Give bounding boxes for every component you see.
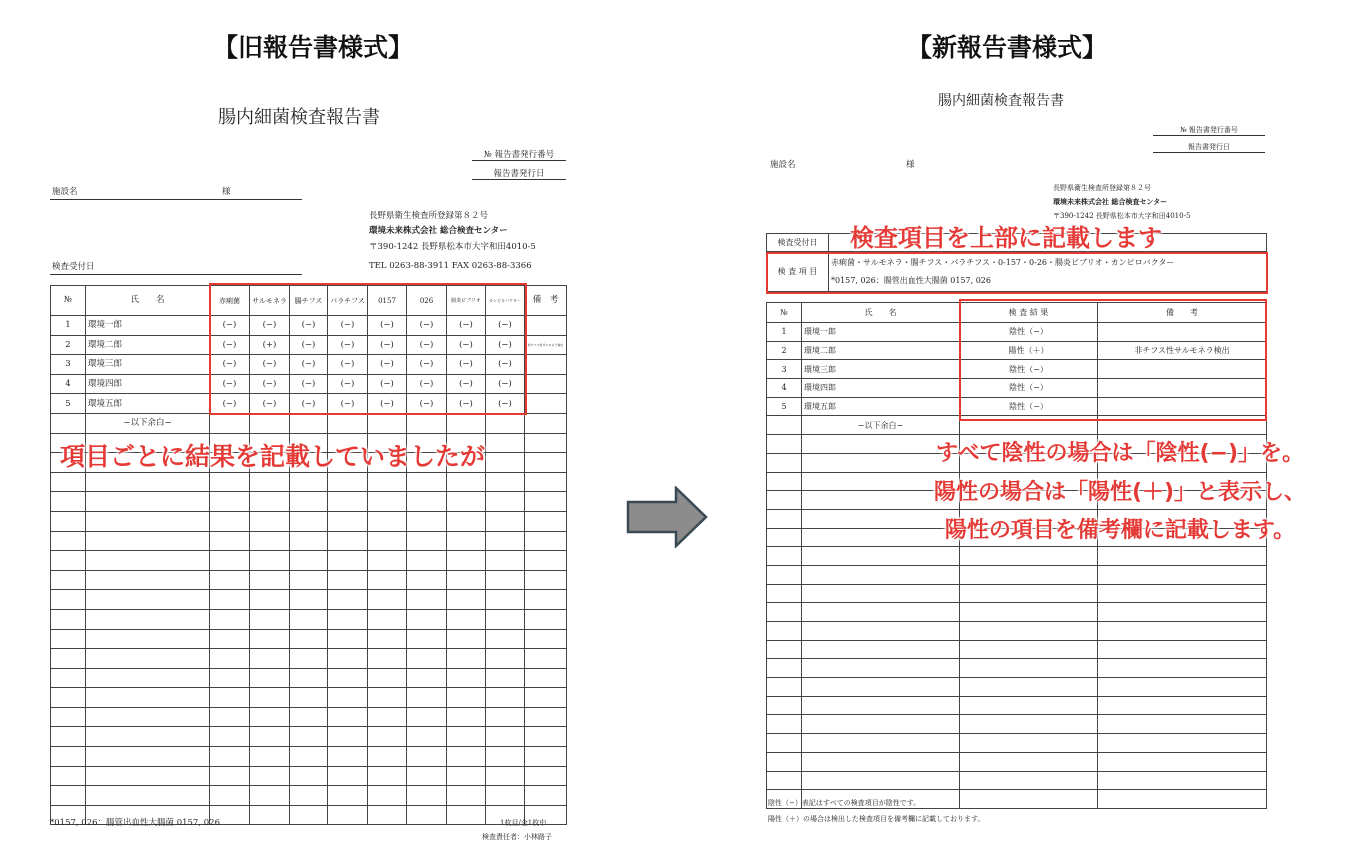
old-row-result: (−) <box>407 335 447 355</box>
table-row <box>51 413 567 433</box>
empty-row <box>51 570 567 590</box>
new-row-no: 3 <box>767 360 802 379</box>
old-lab-line-4: TEL 0263-88-3911 FAX 0263-88-3366 <box>369 261 532 271</box>
old-row-result: (−) <box>486 335 525 355</box>
old-row-name: 環境四郎 <box>86 374 210 394</box>
old-col-campylobacter: カンピロバクター <box>486 286 525 316</box>
old-row-result: (−) <box>210 374 250 394</box>
old-row-result: (−) <box>486 355 525 375</box>
old-row-name: 環境五郎 <box>86 394 210 414</box>
old-row-result: (−) <box>447 394 486 414</box>
old-row-result: (−) <box>290 374 328 394</box>
old-row-result: (+) <box>250 335 290 355</box>
new-row-name: 環境三郎 <box>802 360 960 379</box>
new-report-title: 腸内細菌検査報告書 <box>938 93 1064 109</box>
old-row-result: (−) <box>328 316 368 336</box>
old-col-note: 備 考 <box>525 286 567 316</box>
empty-row <box>767 603 1267 622</box>
old-row-result: (−) <box>328 394 368 414</box>
old-col-o26: 026 <box>407 286 447 316</box>
old-facility-label: 施設名 <box>52 187 78 197</box>
old-col-paratyphoid: パラチフス <box>328 286 368 316</box>
old-row-no: 5 <box>51 394 86 414</box>
old-received-line <box>50 261 302 275</box>
old-issue-date: 報告書発行日 <box>472 169 566 180</box>
new-facility-sama: 様 <box>906 160 915 170</box>
old-row-name: 環境二郎 <box>86 335 210 355</box>
empty-row <box>767 659 1267 678</box>
empty-row <box>767 715 1267 734</box>
new-annotation-line-3: 陽性の項目を備考欄に記載します。 <box>944 518 1296 543</box>
old-col-name: 氏 名 <box>86 286 210 316</box>
old-received-label: 検査受付日 <box>52 262 95 272</box>
empty-row <box>51 649 567 669</box>
old-row-no: 4 <box>51 374 86 394</box>
old-col-vibrio: 腸炎ビブリオ <box>447 286 486 316</box>
new-row-no: 1 <box>767 323 802 342</box>
empty-row <box>51 688 567 708</box>
old-row-result: (−) <box>368 374 407 394</box>
old-facility-sama: 様 <box>222 187 231 197</box>
new-lab-line-3: 〒390-1242 長野県松本市大字和田4010-5 <box>1053 212 1191 220</box>
new-items-line-1: 赤痢菌・サルモネラ・腸チフス・パラチフス・0-157・0-26・腸炎ビブリオ・カンピロバクター <box>831 257 1175 267</box>
old-remainder: −以下余白− <box>86 413 210 433</box>
old-row-result: (−) <box>368 394 407 414</box>
new-row-result: 陰性（−） <box>960 397 1098 416</box>
old-row-result: (−) <box>368 355 407 375</box>
old-row-result: (−) <box>328 355 368 375</box>
old-page-info: 1枚目/全1枚中 <box>500 819 547 827</box>
empty-row <box>51 590 567 610</box>
new-annotation-line-1: すべて陰性の場合は「陰性(−)」を。 <box>935 441 1305 466</box>
new-row-note: 非チフス性サルモネラ検出 <box>1098 341 1267 360</box>
new-format-heading: 【新報告書様式】 <box>907 33 1108 62</box>
old-row-result: (−) <box>447 316 486 336</box>
old-row-result: (−) <box>210 355 250 375</box>
new-items-label: 検 査 項 目 <box>767 252 829 292</box>
new-row-name: 環境二郎 <box>802 341 960 360</box>
new-row-no: 4 <box>767 379 802 398</box>
old-row-result: (−) <box>447 355 486 375</box>
old-row-result: (−) <box>250 374 290 394</box>
empty-row <box>51 668 567 688</box>
old-row-result: (−) <box>486 316 525 336</box>
old-col-salmonella: サルモネラ <box>250 286 290 316</box>
old-row-name: 環境三郎 <box>86 355 210 375</box>
old-row-result: (−) <box>407 316 447 336</box>
new-footnote-1: 陰性（−）表記はすべての検査項目が陰性です。 <box>768 799 921 807</box>
new-col-no: № <box>767 303 802 323</box>
new-row-no: 2 <box>767 341 802 360</box>
new-report-number: № 報告書発行番号 <box>1153 125 1265 136</box>
old-row-result: (−) <box>368 335 407 355</box>
empty-row <box>51 492 567 512</box>
new-row-result: 陰性（−） <box>960 360 1098 379</box>
empty-row <box>51 766 567 786</box>
new-lab-line-1: 長野県衛生検査所登録第８２号 <box>1053 184 1151 192</box>
empty-row <box>767 584 1267 603</box>
empty-row <box>51 472 567 492</box>
new-items-highlight <box>766 252 1268 294</box>
old-row-note <box>525 394 567 414</box>
new-remainder: −以下余白− <box>802 416 960 435</box>
old-row-result: (−) <box>210 394 250 414</box>
old-facility-line <box>50 186 302 200</box>
new-col-result: 検 査 結 果 <box>960 303 1098 323</box>
empty-row <box>51 786 567 806</box>
old-row-result: (−) <box>290 355 328 375</box>
new-row-name: 環境一郎 <box>802 323 960 342</box>
old-row-result: (−) <box>447 374 486 394</box>
new-row-no: 5 <box>767 397 802 416</box>
right-arrow-icon <box>626 486 710 548</box>
old-row-name: 環境一郎 <box>86 316 210 336</box>
old-report-number: № 報告書発行番号 <box>472 150 566 161</box>
empty-row <box>767 752 1267 771</box>
new-row-result: 陽性（＋） <box>960 341 1098 360</box>
new-row-name: 環境五郎 <box>802 397 960 416</box>
old-row-result: (−) <box>290 316 328 336</box>
empty-row <box>767 696 1267 715</box>
old-col-o157: 0157 <box>368 286 407 316</box>
old-row-result: (−) <box>447 335 486 355</box>
new-col-name: 氏 名 <box>802 303 960 323</box>
old-row-note: 非チフス性サルモネラ検出 <box>525 335 567 355</box>
new-lab-line-2: 環境未来株式会社 総合検査センター <box>1053 197 1168 206</box>
old-report-title: 腸内細菌検査報告書 <box>218 107 380 128</box>
old-row-no: 2 <box>51 335 86 355</box>
empty-row <box>51 629 567 649</box>
empty-row <box>767 547 1267 566</box>
old-col-typhoid: 腸チフス <box>290 286 328 316</box>
old-row-note <box>525 374 567 394</box>
old-annotation: 項目ごとに結果を記載していましたが <box>60 442 486 471</box>
old-row-result: (−) <box>210 316 250 336</box>
new-received-label: 検査受付日 <box>767 234 829 252</box>
old-results-highlight <box>209 283 527 415</box>
old-row-result: (−) <box>368 316 407 336</box>
empty-row <box>51 551 567 571</box>
old-row-result: (−) <box>407 394 447 414</box>
empty-row <box>51 747 567 767</box>
new-annotation-line-2: 陽性の場合は「陽性(＋)」と表示し、 <box>933 480 1307 505</box>
old-row-note <box>525 316 567 336</box>
old-footnote: *0157, 026：腸管出血性大腸菌 0157, 026 <box>50 818 220 828</box>
new-row-result: 陰性（−） <box>960 379 1098 398</box>
empty-row <box>767 678 1267 697</box>
old-lab-line-2: 環境未来株式会社 総合検査センター <box>369 226 508 236</box>
empty-row <box>51 511 567 531</box>
old-row-result: (−) <box>328 335 368 355</box>
old-row-result: (−) <box>290 335 328 355</box>
old-row-result: (−) <box>486 394 525 414</box>
old-row-result: (−) <box>486 374 525 394</box>
old-row-result: (−) <box>250 355 290 375</box>
empty-row <box>767 622 1267 641</box>
old-format-heading: 【旧報告書様式】 <box>213 33 414 62</box>
new-results-highlight <box>959 299 1267 421</box>
old-responsible: 検査責任者：小林路子 <box>482 833 552 841</box>
empty-row <box>51 707 567 727</box>
empty-row <box>51 609 567 629</box>
new-footnote-2: 陽性（＋）の場合は検出した検査項目を備考欄に記載しております。 <box>768 815 985 823</box>
old-row-no: 1 <box>51 316 86 336</box>
old-col-shigella: 赤痢菌 <box>210 286 250 316</box>
empty-row <box>767 771 1267 790</box>
new-annotation-top: 検査項目を上部に記載します <box>850 224 1162 252</box>
old-row-result: (−) <box>407 355 447 375</box>
old-row-result: (−) <box>407 374 447 394</box>
old-lab-line-3: 〒390-1242 長野県松本市大字和田4010-5 <box>369 242 536 252</box>
old-row-result: (−) <box>210 335 250 355</box>
new-facility-label: 施設名 <box>770 160 796 170</box>
old-lab-line-1: 長野県衛生検査所登録第８２号 <box>369 211 489 221</box>
old-row-result: (−) <box>250 394 290 414</box>
empty-row <box>767 734 1267 753</box>
empty-row <box>767 565 1267 584</box>
empty-row <box>767 640 1267 659</box>
empty-row <box>51 727 567 747</box>
old-row-note <box>525 355 567 375</box>
old-row-result: (−) <box>290 394 328 414</box>
empty-row <box>51 531 567 551</box>
old-col-no: № <box>51 286 86 316</box>
new-row-name: 環境四郎 <box>802 379 960 398</box>
old-row-result: (−) <box>328 374 368 394</box>
new-items-line-2: *0157, 026：腸管出血性大腸菌 0157, 026 <box>831 275 991 285</box>
old-row-no: 3 <box>51 355 86 375</box>
new-row-result: 陰性（−） <box>960 323 1098 342</box>
old-row-result: (−) <box>250 316 290 336</box>
new-issue-date: 報告書発行日 <box>1153 142 1265 153</box>
new-col-note: 備 考 <box>1098 303 1267 323</box>
